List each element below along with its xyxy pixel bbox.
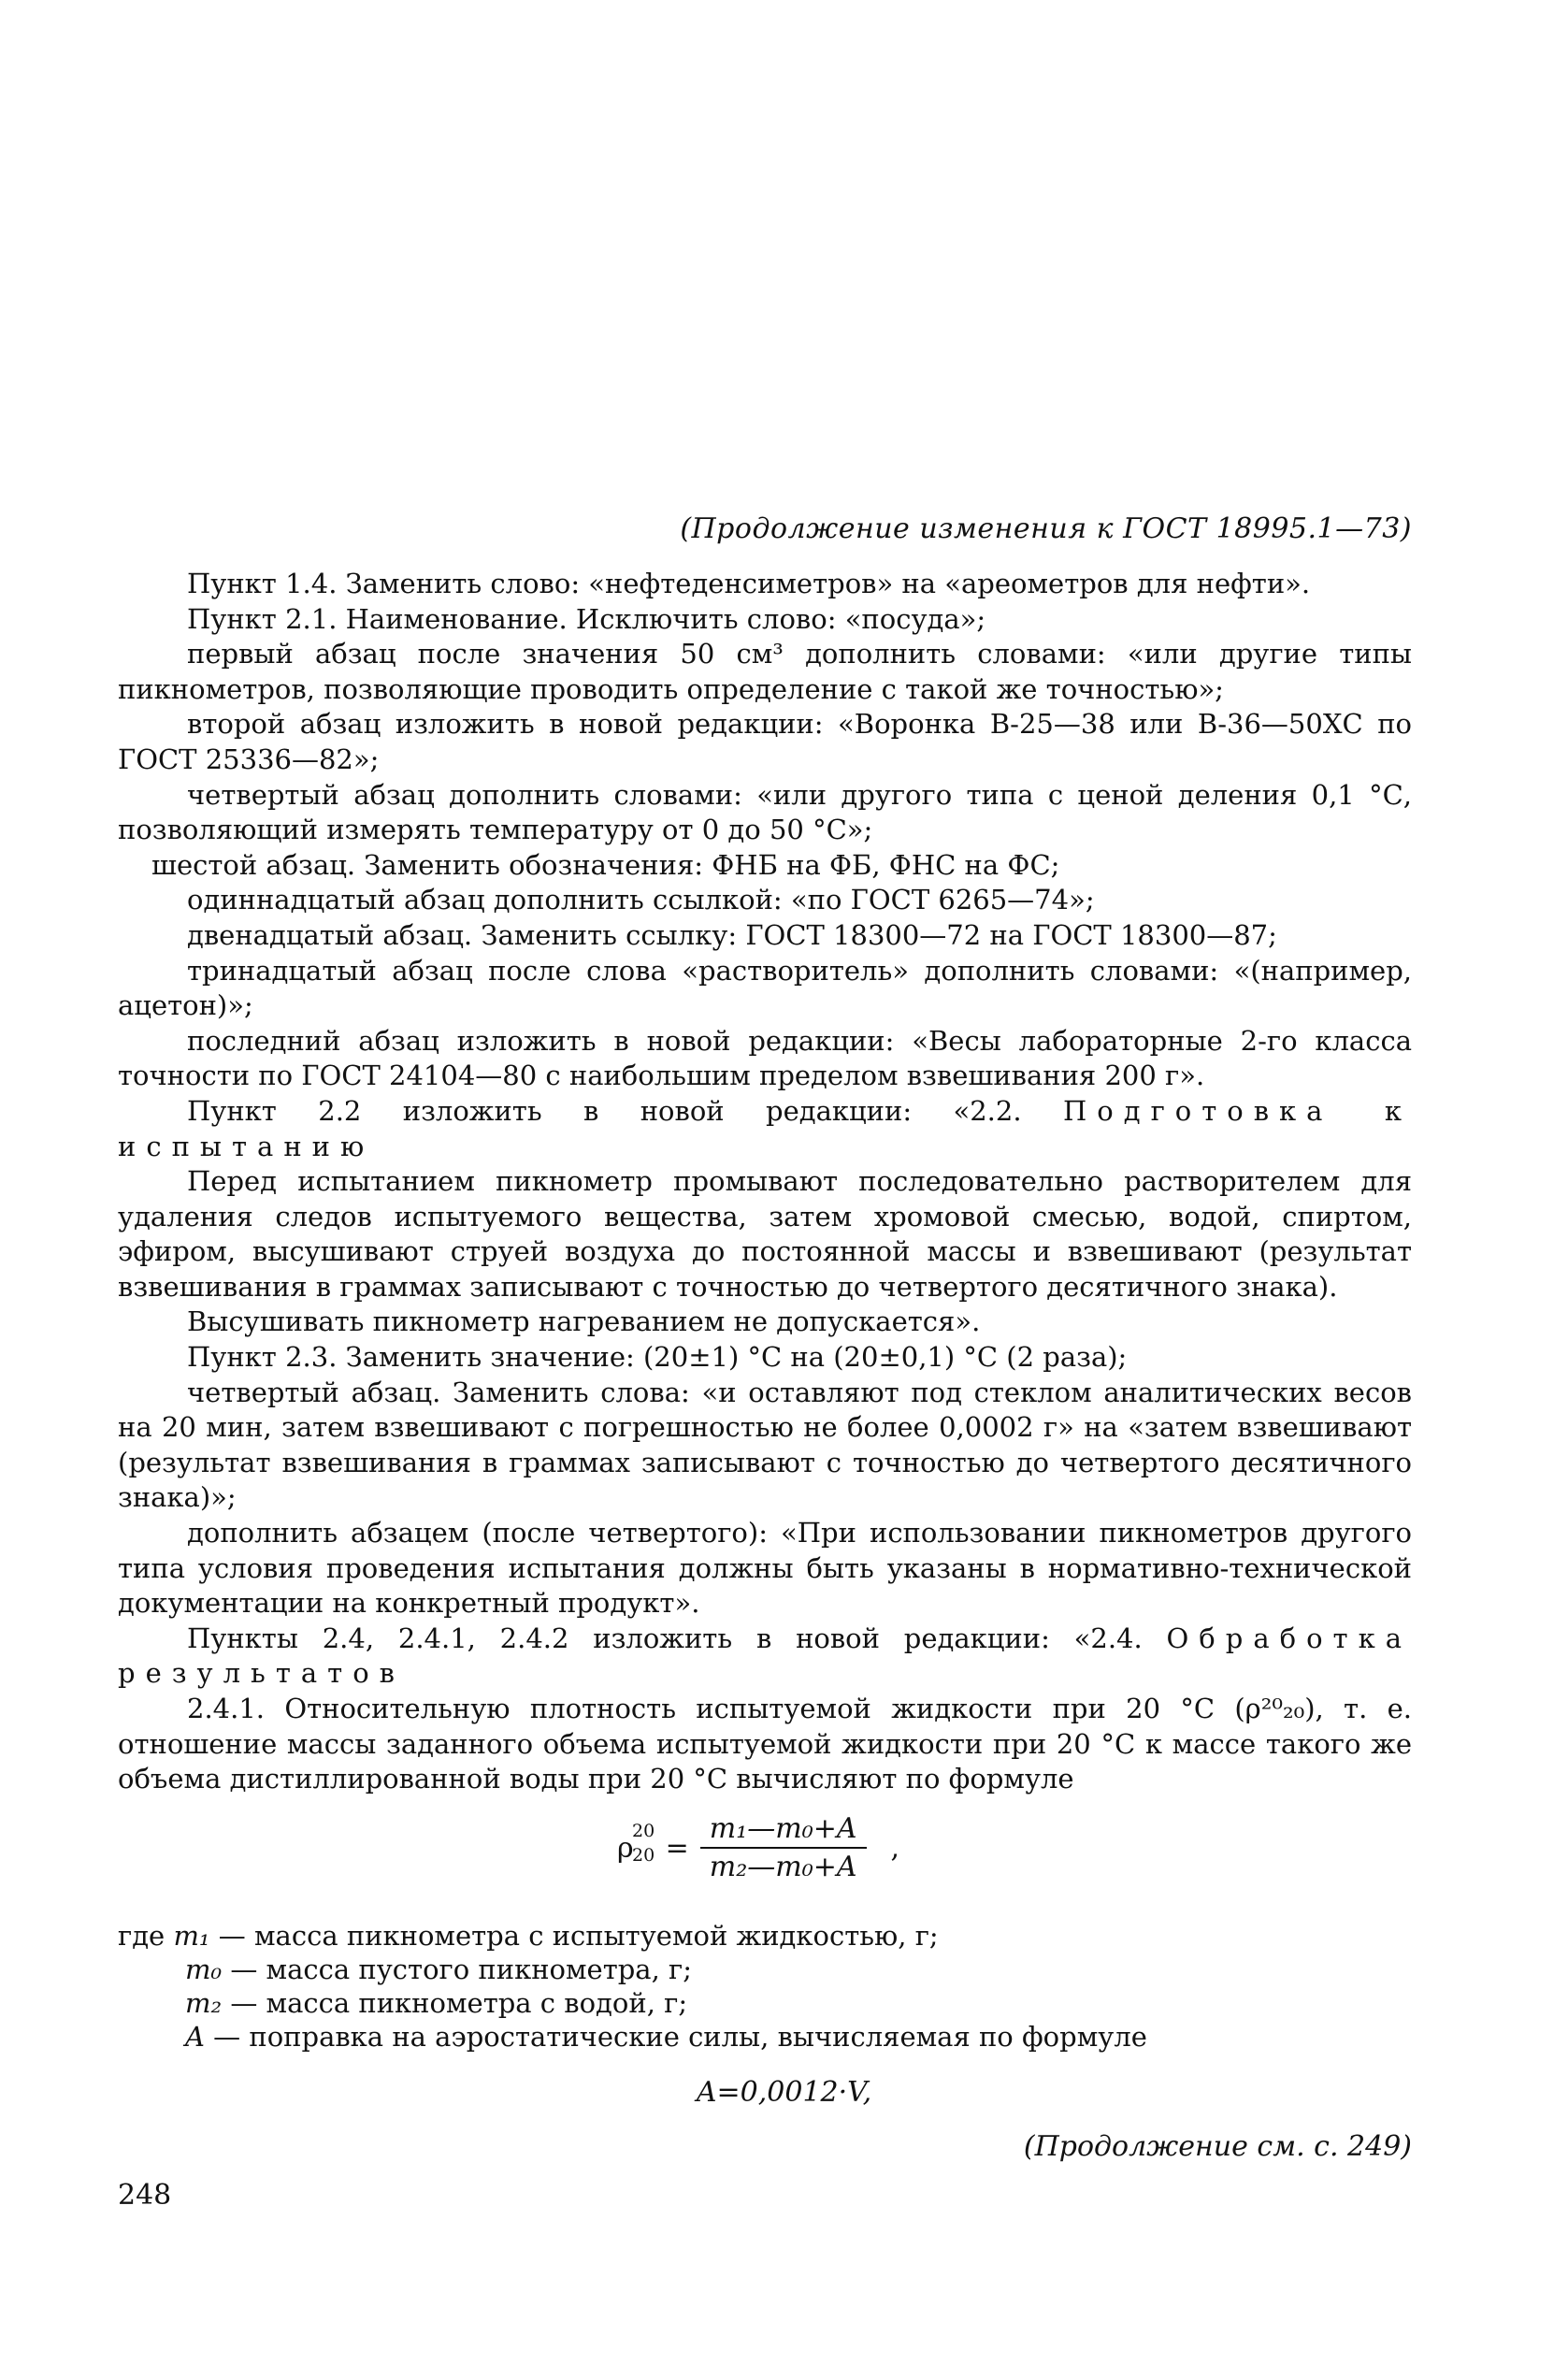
- paragraph: [118, 848, 1412, 884]
- rho-symbol: ρ 20 20: [617, 1820, 655, 1866]
- formula-comma: ,: [890, 1831, 900, 1865]
- paragraph: [118, 1516, 1412, 1622]
- paragraph: [118, 567, 1412, 602]
- paragraph: [118, 1692, 1412, 1797]
- paragraph-text: четвертый абзац дополнить словами: «или другого типа с ценой деления 0,1 °С, позволяющий измерять температуру от 0 до 50 °С»;: [118, 778, 1412, 846]
- legend-row: [118, 1986, 1412, 2020]
- spaced-heading: Подготовка к испытанию: [118, 1094, 1412, 1162]
- paragraph-text: двенадцатый абзац. Заменить ссылку: ГОСТ 18300—72 на ГОСТ 18300—87;: [187, 918, 1277, 951]
- fraction-numerator: m₁—m₀+A: [700, 1812, 867, 1849]
- continuation-footer: (Продолжение см. с. 249): [1023, 2130, 1412, 2163]
- correction-formula: A=0,0012·V,: [696, 2076, 872, 2109]
- formula-legend: [118, 1919, 1412, 2054]
- paragraph: [118, 1305, 1412, 1340]
- paragraph: [118, 1622, 1412, 1692]
- paragraph: [118, 1340, 1412, 1376]
- legend-prefix: где: [118, 1920, 174, 1952]
- body-text: [118, 567, 1412, 1797]
- paragraph: [118, 1094, 1412, 1164]
- paragraph: [118, 1024, 1412, 1094]
- legend-row: [118, 1953, 1412, 1986]
- legend-symbol: m₂: [185, 1987, 223, 2019]
- paragraph-text: последний абзац изложить в новой редакции: «Весы лабораторные 2-го класса точности по ГОСТ 24104—80 с наибольшим пределом взвешивания 200 г».: [118, 1024, 1412, 1092]
- legend-text: — масса пустого пикнометра, г;: [222, 1953, 692, 1985]
- spaced-heading: Обработка результатов: [118, 1622, 1412, 1690]
- fraction-denominator: m₂—m₀+A: [709, 1851, 857, 1883]
- legend-symbol: A: [185, 2021, 205, 2053]
- legend-indent: [118, 1986, 185, 2020]
- paragraph-text: тринадцатый абзац после слова «растворитель» дополнить словами: «(например, ацетон)»;: [118, 954, 1412, 1022]
- legend-row: [118, 1919, 1412, 1953]
- paragraph-text: Пункт 2.2 изложить в новой редакции: «2.2.: [187, 1094, 1063, 1127]
- paragraph: [118, 954, 1412, 1024]
- paragraph: [118, 637, 1412, 707]
- paragraph: [118, 1376, 1412, 1516]
- paragraph: [118, 602, 1412, 638]
- legend-indent: [118, 1953, 185, 1986]
- legend-text: — масса пикнометра с водой, г;: [222, 1987, 688, 2019]
- paragraph-text: первый абзац после значения 50 см³ дополнить словами: «или другие типы пикнометров, позволяющие проводить определение с такой же точностью»;: [118, 638, 1412, 705]
- paragraph-text: одиннадцатый абзац дополнить ссылкой: «по ГОСТ 6265—74»;: [187, 884, 1095, 916]
- density-formula: [617, 1805, 899, 1891]
- fraction: [700, 1812, 867, 1883]
- paragraph: [118, 1164, 1412, 1305]
- legend-text: — поправка на аэростатические силы, вычисляемая по формуле: [204, 2021, 1147, 2053]
- paragraph: [118, 707, 1412, 777]
- equals-sign: =: [665, 1831, 689, 1865]
- paragraph-text: Перед испытанием пикнометр промывают последовательно растворителем для удаления следов испытуемого вещества, затем хромовой смесью, водой, спиртом, эфиром, высушивают струей воздуха до постоянной массы и взвешивают (результат взвешивания в граммах записывают с точностью до четвертого десятичного знака).: [118, 1165, 1412, 1303]
- paragraph: [118, 778, 1412, 848]
- paragraph-text: дополнить абзацем (после четвертого): «При использовании пикнометров другого типа условия проведения испытания должны быть указаны в нормативно-технической документации на конкретный продукт».: [118, 1517, 1412, 1620]
- paragraph: [118, 918, 1412, 954]
- paragraph-text: четвертый абзац. Заменить слова: «и оставляют под стеклом аналитических весов на 20 мин, затем взвешивают с погрешностью не более 0,0002 г» на «затем взвешивают (результат взвешивания в граммах записывают с точностью до четвертого десятичного знака)»;: [118, 1376, 1412, 1514]
- paragraph-text: шестой абзац. Заменить обозначения: ФНБ на ФБ, ФНС на ФС;: [151, 848, 1060, 881]
- paragraph-text: Пункт 2.1. Наименование. Исключить слово: «посуда»;: [187, 602, 986, 635]
- legend-symbol: m₁: [173, 1920, 210, 1952]
- paragraph-text: Высушивать пикнометр нагреванием не допускается».: [187, 1305, 981, 1338]
- paragraph: [118, 883, 1412, 918]
- continuation-header: (Продолжение изменения к ГОСТ 18995.1—73): [680, 512, 1412, 545]
- paragraph-text: Пункт 2.3. Заменить значение: (20±1) °С на (20±0,1) °С (2 раза);: [187, 1341, 1128, 1374]
- paragraph-text: 2.4.1. Относительную плотность испытуемой жидкости при 20 °С (ρ²⁰₂₀), т. е. отношение массы заданного объема испытуемой жидкости при 20 °С к массе такого же объема дистиллированной воды при 20 °С вычисляют по формуле: [118, 1693, 1412, 1795]
- legend-text: — масса пикнометра с испытуемой жидкостью, г;: [209, 1920, 939, 1952]
- paragraph-text: Пункты 2.4, 2.4.1, 2.4.2 изложить в новой редакции: «2.4.: [187, 1622, 1167, 1654]
- legend-indent: [118, 2020, 185, 2054]
- paragraph-text: второй абзац изложить в новой редакции: «Воронка В-25—38 или В-36—50ХС по ГОСТ 25336—82»;: [118, 708, 1412, 775]
- legend-symbol: m₀: [185, 1953, 223, 1985]
- legend-row: [118, 2020, 1412, 2054]
- page-number: 248: [118, 2179, 172, 2212]
- paragraph-text: Пункт 1.4. Заменить слово: «нефтеденсиметров» на «ареометров для нефти».: [187, 568, 1311, 599]
